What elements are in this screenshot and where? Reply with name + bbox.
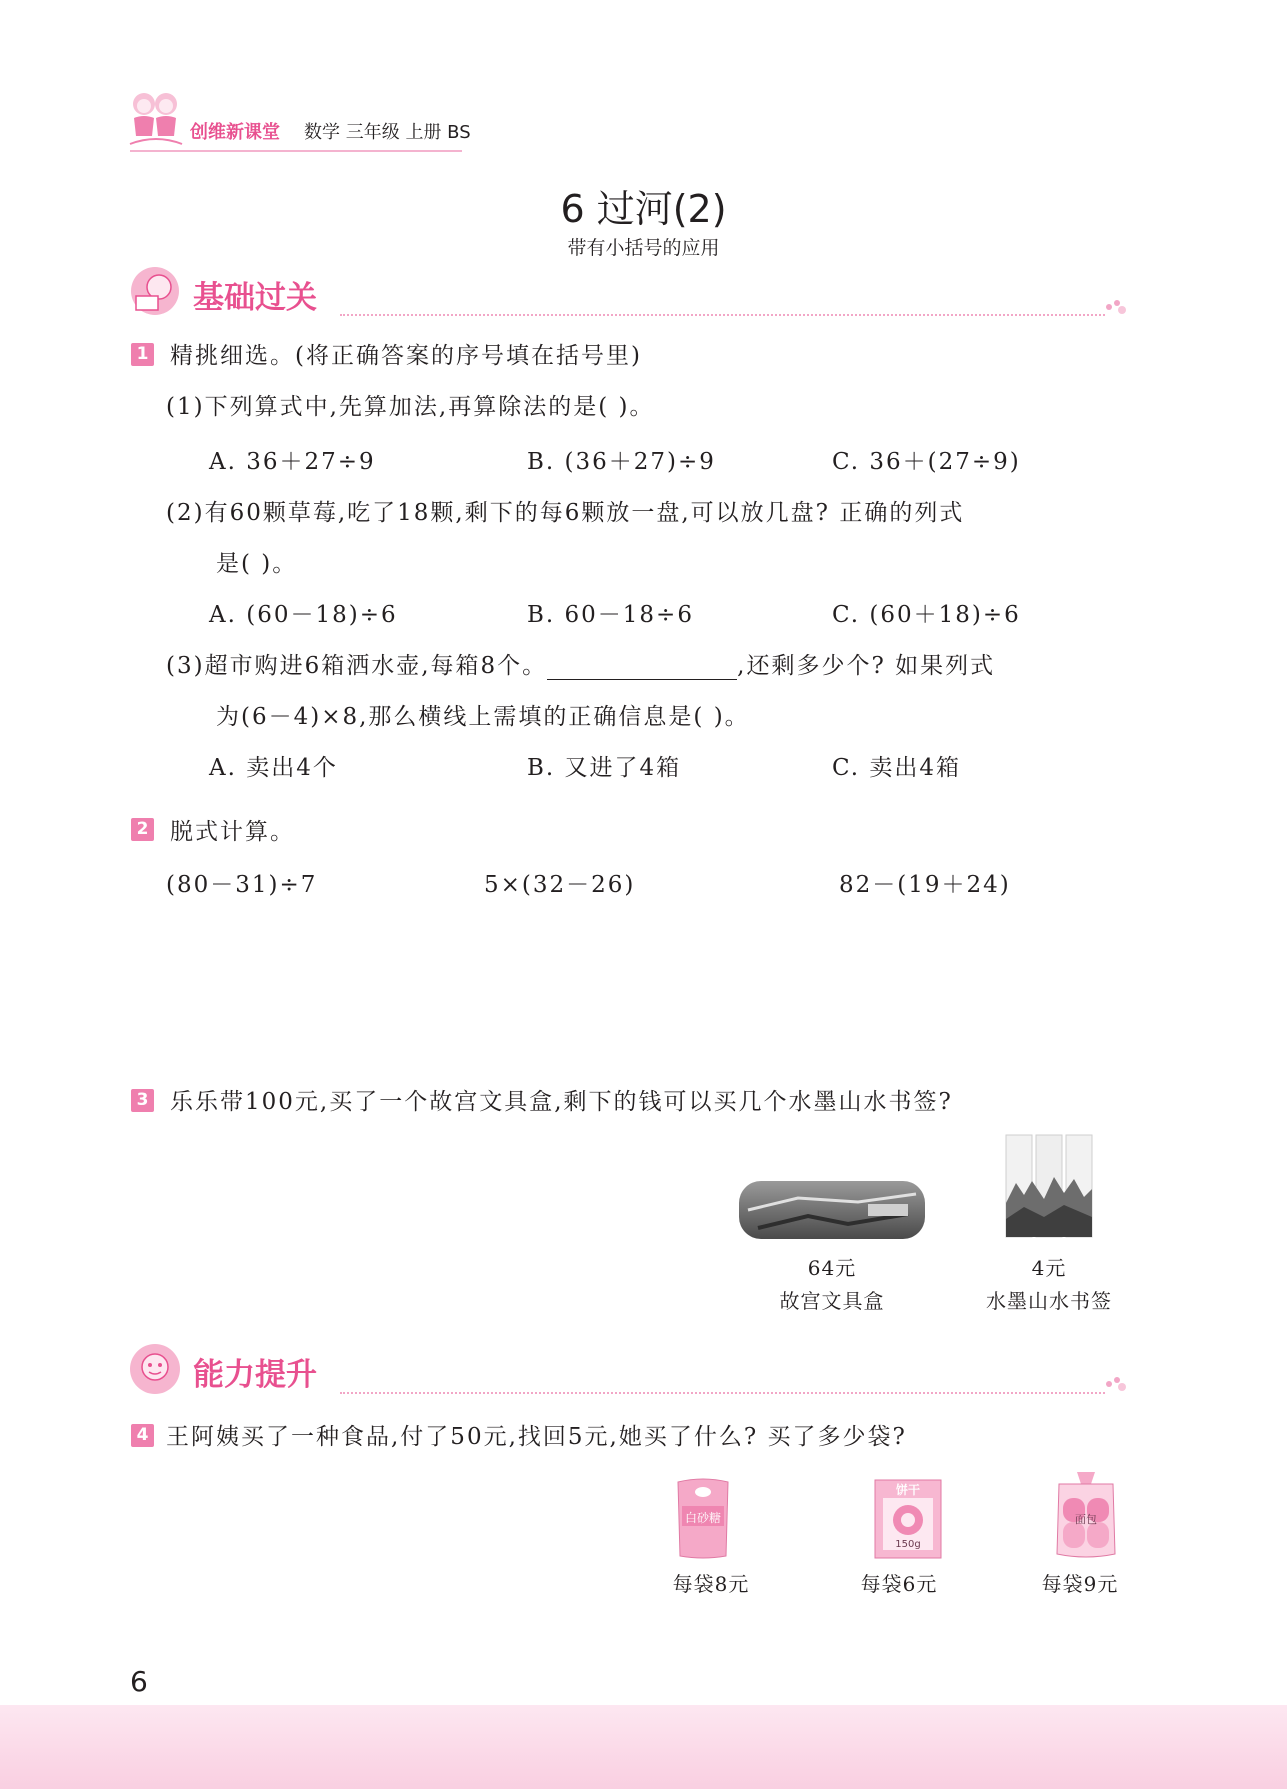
option-b: B. (36＋27)÷9 (527, 449, 716, 475)
price-caption: 每袋9元 (1041, 1572, 1119, 1596)
option-c: C. 卖出4箱 (832, 755, 962, 781)
question-stem: 脱式计算。 (170, 819, 295, 845)
option-a: A. (60－18)÷6 (209, 602, 398, 628)
section-rule (340, 1392, 1105, 1394)
subquestion-text-cont: 是( )。 (216, 551, 298, 577)
price-label: 64元 (807, 1256, 857, 1280)
question-stem: 乐乐带100元,买了一个故宫文具盒,剩下的钱可以买几个水墨山水书签? (170, 1089, 953, 1115)
section-title-basic: 基础过关 (193, 280, 317, 316)
option-c: C. (60＋18)÷6 (832, 602, 1021, 628)
option-c: C. 36＋(27÷9) (832, 449, 1021, 475)
subquestion-text-part2: ,还剩多少个? 如果列式 (737, 653, 996, 679)
question-number: 1 (131, 343, 154, 366)
question-number: 3 (131, 1089, 154, 1112)
page-subtitle: 带有小括号的应用 (567, 237, 720, 259)
pencil-case-image (738, 1180, 926, 1240)
expression-3: 82－(19＋24) (839, 872, 1011, 898)
subquestion-text (166, 647, 995, 680)
section-dots-icon (1104, 1374, 1128, 1394)
question-number: 4 (131, 1424, 154, 1447)
subquestion-text-cont: 为(6－4)×8,那么横线上需填的正确信息是( )。 (216, 704, 750, 730)
expression-2: 5×(32－26) (484, 872, 636, 898)
price-caption: 每袋6元 (860, 1572, 938, 1596)
footer-band (0, 1705, 1287, 1789)
page-number: 6 (130, 1665, 148, 1698)
item-name: 故宫文具盒 (779, 1289, 885, 1313)
header-brand: 创维新课堂 (190, 122, 280, 143)
subquestion-text-part1: (3)超市购进6箱洒水壶,每箱8个。 (166, 653, 548, 679)
section-rule (340, 314, 1105, 316)
question-stem: 精挑细选。(将正确答案的序号填在括号里) (170, 343, 642, 369)
pack-label: 饼干 (895, 1483, 920, 1497)
price-label: 4元 (1031, 1256, 1067, 1280)
fill-blank-line[interactable] (547, 657, 737, 680)
page-title: 6 过河(2) (560, 187, 727, 231)
header-meta: 数学 三年级 上册 BS (304, 122, 471, 143)
subquestion-text: (2)有60颗草莓,吃了18颗,剩下的每6颗放一盘,可以放几盘? 正确的列式 (166, 500, 965, 526)
pack-label: 白砂糖 (684, 1511, 721, 1525)
header-mascot (126, 88, 186, 152)
option-a: A. 卖出4个 (209, 755, 338, 781)
pack-label: 面包 (1075, 1513, 1097, 1526)
subquestion-text: (1)下列算式中,先算加法,再算除法的是( )。 (166, 394, 655, 420)
expression-1: (80－31)÷7 (166, 872, 318, 898)
section-dots-icon (1104, 297, 1128, 317)
section-icon (128, 266, 182, 316)
pack-weight: 150g (895, 1539, 921, 1550)
header-divider (130, 150, 462, 152)
item-name: 水墨山水书签 (986, 1289, 1112, 1313)
section-icon (128, 1343, 182, 1395)
question-stem: 王阿姨买了一种食品,付了50元,找回5元,她买了什么? 买了多少袋? (166, 1424, 907, 1450)
price-caption: 每袋8元 (672, 1572, 750, 1596)
option-a: A. 36＋27÷9 (209, 449, 376, 475)
option-b: B. 60－18÷6 (527, 602, 694, 628)
option-b: B. 又进了4箱 (527, 755, 682, 781)
bookmark-image (1004, 1133, 1094, 1239)
section-title-advanced: 能力提升 (193, 1357, 317, 1393)
question-number: 2 (131, 818, 154, 841)
